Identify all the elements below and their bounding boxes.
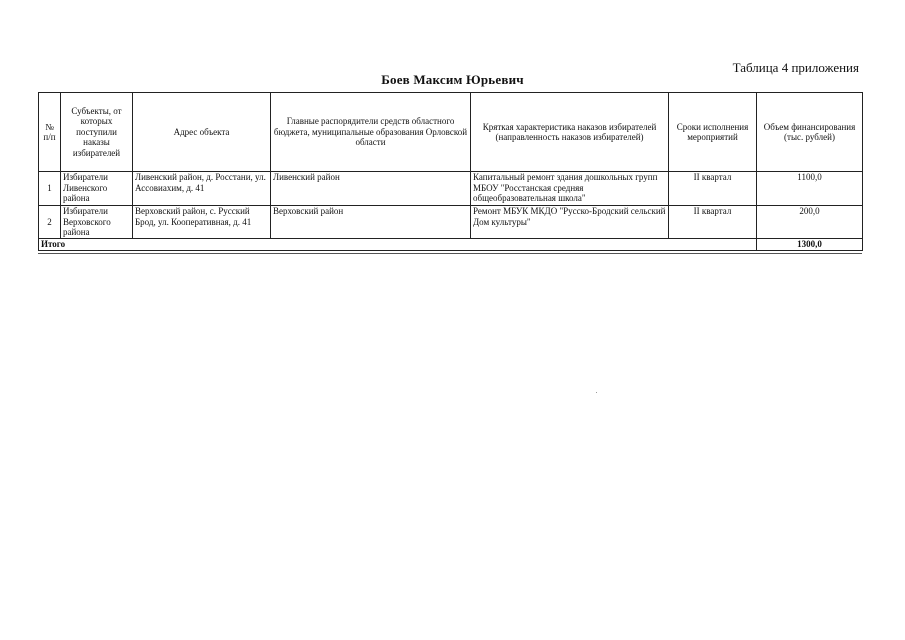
table-bottom-rule: [38, 253, 862, 254]
total-label: Итого: [39, 238, 757, 250]
row-description: Капитальный ремонт здания дошкольных групп МБОУ "Росстанская средняя общеобразовательная школа": [471, 172, 669, 206]
row-address: Ливенский район, д. Росстани, ул. Ассовиахим, д. 41: [133, 172, 271, 206]
table-caption: Таблица 4 приложения: [732, 60, 859, 75]
header-manager: Главные распорядители средств областного бюджета, муниципальные образования Орловской области: [271, 93, 471, 172]
total-amount: 1300,0: [757, 238, 863, 250]
header-term: Сроки исполнения мероприятий: [669, 93, 757, 172]
total-row: [39, 238, 863, 250]
row-subject: Избиратели Ливенского района: [61, 172, 133, 206]
orders-table: [38, 92, 863, 251]
document-title: Боев Максим Юрьевич: [381, 72, 524, 87]
row-manager: Верховский район: [271, 206, 471, 239]
header-num: № п/п: [39, 93, 61, 172]
row-address: Верховский район, с. Русский Брод, ул. Кооперативная, д. 41: [133, 206, 271, 239]
row-num: 2: [39, 206, 61, 239]
row-num: 1: [39, 172, 61, 206]
table-row: [39, 172, 863, 206]
header-row: [39, 93, 863, 172]
header-description: Кряткая характеристика наказов избирателей (направленность наказов избирателей): [471, 93, 669, 172]
row-subject: Избиратели Верховского района: [61, 206, 133, 239]
row-amount: 200,0: [757, 206, 863, 239]
table-row: [39, 206, 863, 239]
scan-speck: [596, 392, 597, 393]
row-term: II квартал: [669, 206, 757, 239]
header-amount: Объем финансирования (тыс. рублей): [757, 93, 863, 172]
row-term: II квартал: [669, 172, 757, 206]
row-manager: Ливенский район: [271, 172, 471, 206]
header-subject: Субъекты, от которых поступили наказы избирателей: [61, 93, 133, 172]
row-description: Ремонт МБУК МКДО "Русско-Бродский сельский Дом культуры": [471, 206, 669, 239]
header-address: Адрес объекта: [133, 93, 271, 172]
row-amount: 1100,0: [757, 172, 863, 206]
